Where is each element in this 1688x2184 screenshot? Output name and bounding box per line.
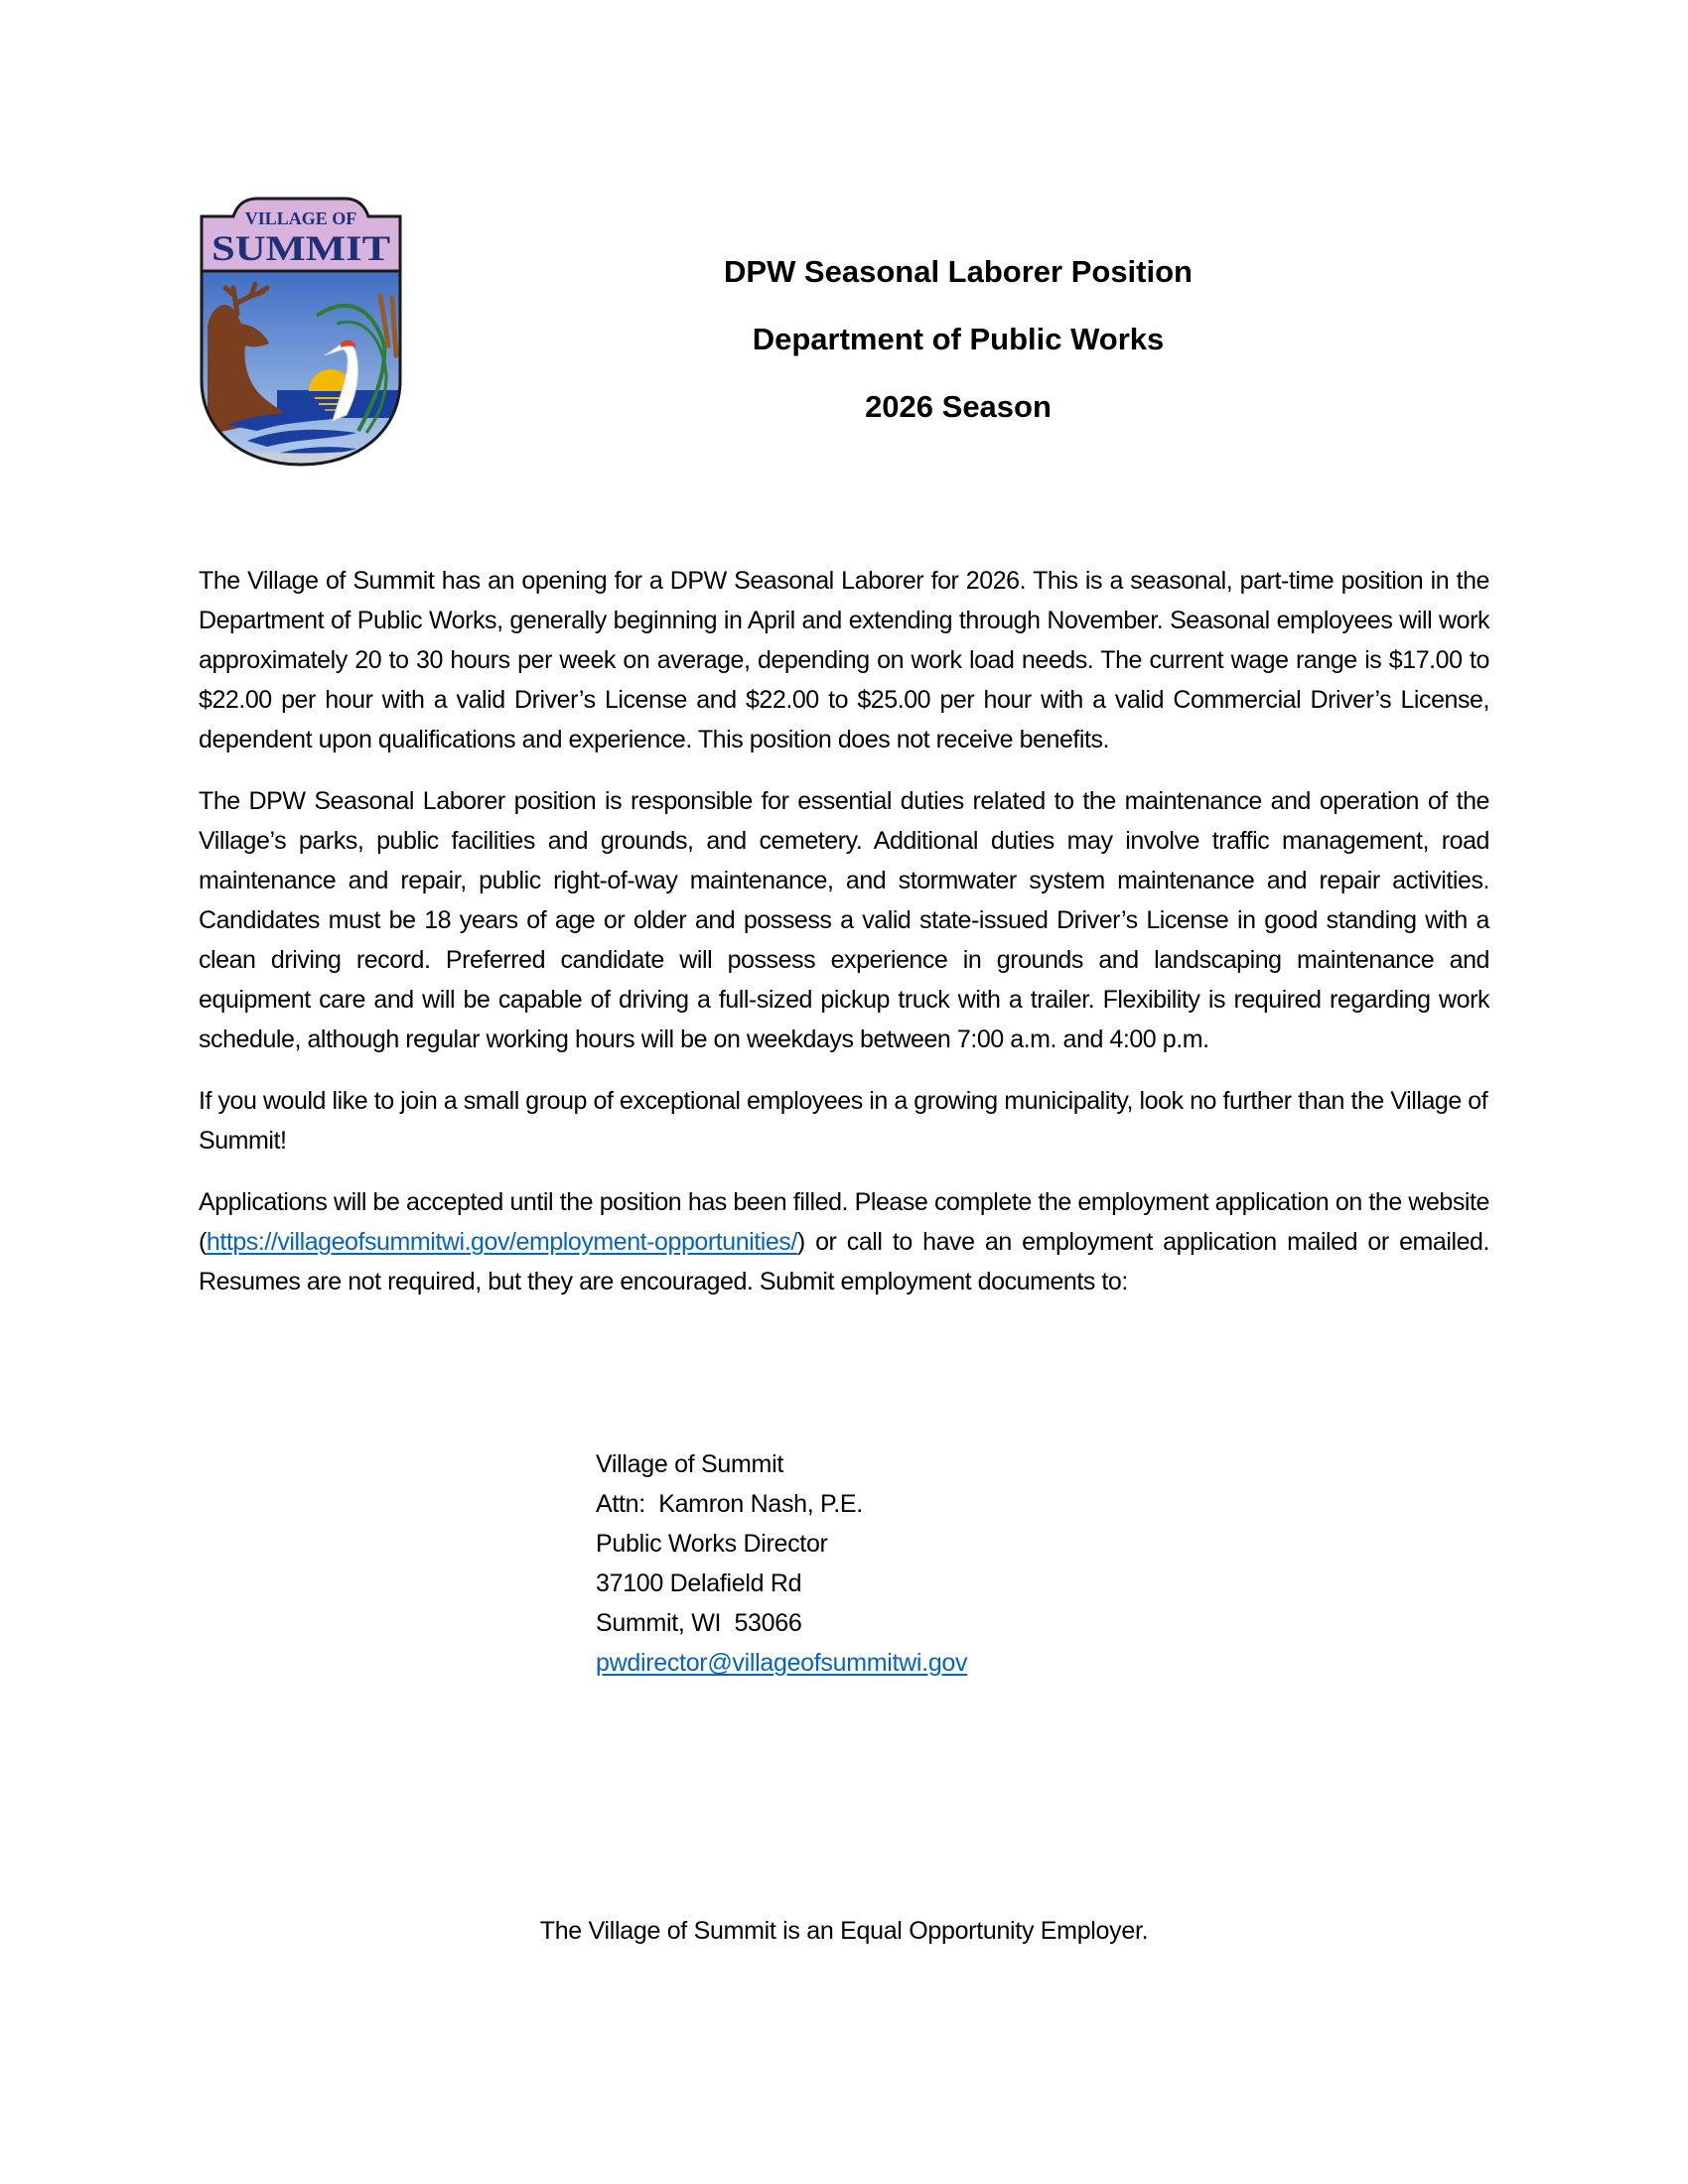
invitation-paragraph: If you would like to join a small group of exceptional employees in a growing municipality, look no further than the Village of Summit! — [199, 1087, 1488, 1155]
equal-opportunity-statement: The Village of Summit is an Equal Opportunity Employer. — [539, 1917, 1149, 1945]
employment-opportunities-link[interactable]: https://villageofsummitwi.gov/employment-opportunities/ — [206, 1228, 797, 1256]
application-text-after-link: ) or call to have an employment application mailed or emailed. Resumes are not required, but they are encouraged. Submit employment documents to: — [199, 1228, 1489, 1296]
village-crest-icon — [198, 197, 404, 469]
mailing-address — [596, 1444, 967, 1683]
address-title: Public Works Director — [596, 1530, 828, 1558]
application-paragraph — [199, 1182, 1489, 1301]
address-city-state-zip: Summit, WI 53066 — [596, 1609, 802, 1637]
application-text-before-link: Applications will be accepted until the position has been filled. Please complete the employment application on the website ( — [199, 1188, 1489, 1256]
posting-body — [199, 561, 1489, 1323]
logo-top-text: VILLAGE OF — [244, 208, 357, 228]
intro-paragraph: The Village of Summit has an opening for a DPW Seasonal Laborer for 2026. This is a seasonal, part-time position in the Department of Public Works, generally beginning in April and extending through November. Seasonal employees will work approximately 20 to 30 hours per week on average, depending on work load needs. The current wage range is $17.00 to $22.00 per hour with a valid Driver’s License and $22.00 to $25.00 per hour with a valid Commercial Driver’s License, dependent upon qualifications and experience. This position does not receive benefits. — [199, 567, 1489, 753]
posting-header — [556, 238, 1360, 441]
address-street: 37100 Delafield Rd — [596, 1570, 802, 1597]
address-attention: Attn: Kamron Nash, P.E. — [596, 1490, 863, 1518]
season-label: 2026 Season — [865, 389, 1052, 424]
duties-paragraph: The DPW Seasonal Laborer position is responsible for essential duties related to the maintenance and operation of the Village’s parks, public facilities and grounds, and cemetery. Additional duties may involve traffic management, road maintenance and repair, public right-of-way maintenance, and stormwater system maintenance and repair activities. Candidates must be 18 years of age or older and possess a valid state-issued Driver’s License in good standing with a clean driving record. Preferred candidate will possess experience in grounds and landscaping maintenance and equipment care and will be capable of driving a full-sized pickup truck with a trailer. Flexibility is required regarding work schedule, although regular working hours will be on weekdays between 7:00 a.m. and 4:00 p.m. — [199, 787, 1489, 1053]
address-organization: Village of Summit — [596, 1450, 783, 1478]
director-email-link[interactable]: pwdirector@villageofsummitwi.gov — [596, 1649, 968, 1677]
position-title: DPW Seasonal Laborer Position — [724, 254, 1193, 289]
village-of-summit-logo — [198, 197, 404, 469]
department-name: Department of Public Works — [752, 322, 1165, 356]
logo-main-text: SUMMIT — [211, 228, 390, 268]
